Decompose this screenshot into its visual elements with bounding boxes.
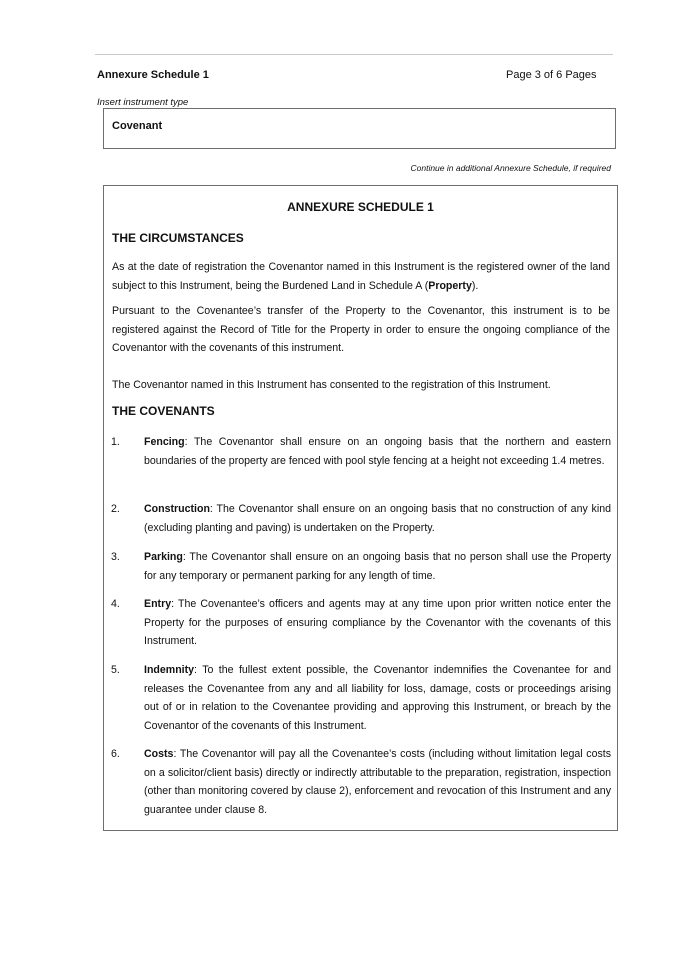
annexure-schedule-box bbox=[103, 185, 618, 831]
circumstances-paragraph-1: As at the date of registration the Covenantor named in this Instrument is the registered owner of the land subject to this Instrument, being the Burdened Land in Schedule A (Property). bbox=[112, 261, 610, 292]
item-title: Construction bbox=[144, 503, 210, 515]
item-body: : To the fullest extent possible, the Covenantor indemnifies the Covenantee for and releases the Covenantee from any and all liability for loss, damage, costs or proceedings arising out of or in relation to the Covenantee providing and approving this Instrument, or breach by the Covenantor of the covenants of this Instrument. bbox=[144, 664, 611, 732]
covenant-item bbox=[111, 661, 611, 735]
item-number: 4. bbox=[111, 598, 120, 610]
item-number: 1. bbox=[111, 436, 120, 448]
item-number: 3. bbox=[111, 551, 120, 563]
item-title: Parking bbox=[144, 551, 183, 563]
page-indicator: Page 3 of 6 Pages bbox=[506, 69, 597, 81]
covenant-item bbox=[111, 500, 611, 537]
item-number: 6. bbox=[111, 748, 120, 760]
schedule-title: ANNEXURE SCHEDULE 1 bbox=[287, 200, 434, 214]
item-body: : The Covenantor shall ensure on an ongoing basis that the northern and eastern boundaries of the property are fenced with pool style fencing at a height not exceeding 1.4 metres. bbox=[144, 436, 611, 467]
schedule-label: Annexure Schedule 1 bbox=[97, 69, 209, 81]
item-title: Indemnity bbox=[144, 664, 195, 676]
circumstances-paragraph-3: The Covenantor named in this Instrument has consented to the registration of this Instrument. bbox=[112, 379, 551, 391]
item-body: : The Covenantor shall ensure on an ongoing basis that no person shall use the Property for any temporary or permanent parking for any length of time. bbox=[144, 551, 611, 582]
item-number: 2. bbox=[111, 503, 120, 515]
circumstances-paragraph-2: Pursuant to the Covenantee’s transfer of the Property to the Covenantor, this instrument is to be registered against the Record of Title for the Property in order to ensure the ongoing compliance of the Covenantor with the covenants of this instrument. bbox=[112, 305, 610, 354]
instrument-type-box bbox=[103, 108, 616, 149]
item-number: 5. bbox=[111, 664, 120, 676]
item-title: Entry bbox=[144, 598, 172, 610]
covenant-item bbox=[111, 433, 611, 470]
item-title: Costs bbox=[144, 748, 174, 760]
top-divider bbox=[95, 54, 613, 55]
instrument-type-value: Covenant bbox=[112, 120, 163, 132]
covenant-item bbox=[111, 595, 611, 651]
covenant-item bbox=[111, 745, 611, 819]
circumstances-heading: THE CIRCUMSTANCES bbox=[112, 231, 244, 245]
instrument-type-label: Insert instrument type bbox=[97, 97, 189, 108]
continue-note: Continue in additional Annexure Schedule, if required bbox=[410, 163, 611, 173]
covenant-item bbox=[111, 548, 611, 585]
defined-term-property: Property bbox=[428, 279, 472, 292]
item-title: Fencing bbox=[144, 436, 185, 448]
item-body: : The Covenantor will pay all the Covenantee’s costs (including without limitation legal costs on a solicitor/client basis) directly or indirectly attributable to the preparation, registration, inspection (other than monitoring covered by clause 2), enforcement and revocation of this Instrument and any guarantee under clause 8. bbox=[144, 748, 611, 816]
item-body: : The Covenantor shall ensure on an ongoing basis that no construction of any kind (excluding planting and paving) is undertaken on the Property. bbox=[144, 503, 611, 534]
item-body: : The Covenantee’s officers and agents may at any time upon prior written notice enter the Property for the purposes of ensuring compliance by the Covenantor with the covenants of this Instrument. bbox=[144, 598, 611, 647]
covenants-heading: THE COVENANTS bbox=[112, 404, 215, 418]
